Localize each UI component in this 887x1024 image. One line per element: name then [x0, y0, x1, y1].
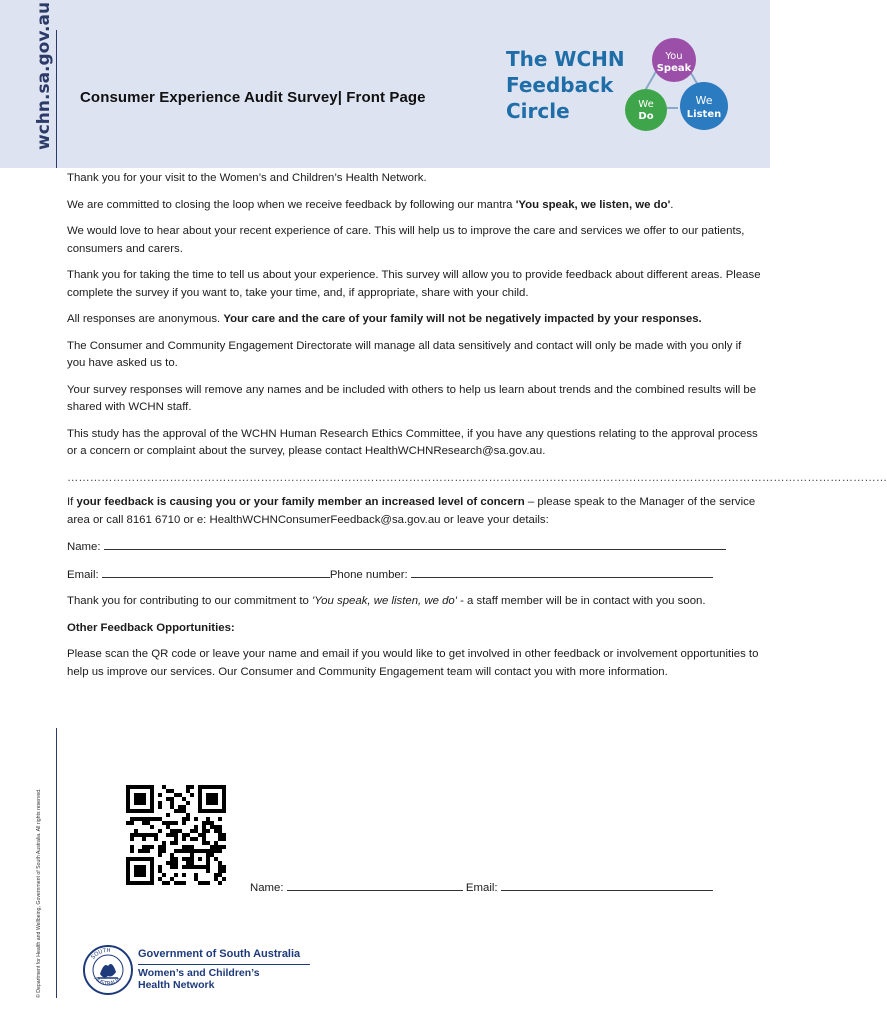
intro-paragraph-3: We would love to hear about your recent experience of care. This will help us to improve the care and services we offer to our patients, consumers and carers.	[67, 225, 745, 255]
p10-rest: - a staff member will be in contact with you soon.	[456, 595, 706, 607]
email-input-line[interactable]	[102, 566, 330, 578]
bottom-email-input-line[interactable]	[501, 879, 713, 891]
intro-paragraph-8: This study has the approval of the WCHN Human Research Ethics Committee, if you have any questions relating to the approval process or a concern or complaint about the survey, please contact HealthWCHNResearch@sa.gov.au.	[67, 427, 758, 457]
mantra-bold: 'You speak, we listen, we do'	[515, 198, 671, 211]
side-url	[24, 1, 64, 154]
thanks-paragraph	[67, 593, 761, 611]
email-phone-row	[67, 566, 761, 585]
phone-input-line[interactable]	[411, 566, 713, 578]
name-label: Name:	[67, 541, 101, 553]
side-url-text: wchn.sa.gov.au	[34, 1, 54, 150]
qr-code[interactable]	[124, 785, 228, 885]
government-rule	[138, 964, 310, 965]
network-line-2: Health Network	[138, 979, 215, 991]
feedback-circle-icon	[618, 38, 730, 138]
intro-paragraph-2	[67, 197, 761, 215]
p2-text: We are committed to closing the loop when we receive feedback by following our mantra	[67, 198, 516, 211]
header-band	[0, 0, 770, 168]
bottom-fields	[250, 879, 713, 894]
government-logo	[82, 944, 322, 996]
p9-rest: – please speak to the Manager of the service area or call 8161 6710 or e: HealthWCHNConsumerFeedback@sa.gov.au or leave your details:	[67, 496, 756, 526]
government-name: Government of South Australia	[138, 948, 301, 960]
logo-line-3: Circle	[506, 99, 570, 123]
circle-do: Do	[638, 111, 654, 122]
intro-paragraph-7: Your survey responses will remove any names and be included with others to help us learn about trends and the combined results will be shared with WCHN staff.	[67, 383, 757, 413]
side-rule	[56, 30, 57, 168]
bottom-email-label: Email:	[465, 882, 498, 894]
bottom-name-label: Name:	[250, 882, 284, 894]
copyright-notice	[30, 730, 44, 1000]
name-field-row	[67, 538, 761, 557]
footer-rule	[56, 728, 57, 998]
intro-paragraph-1: Thank you for your visit to the Women’s and Children’s Health Network.	[67, 172, 427, 184]
network-name	[138, 967, 260, 991]
p9-bold: your feedback is causing you or your family member an increased level of concern	[76, 496, 525, 508]
feedback-circle-logo-text	[506, 46, 625, 124]
circle-you: You	[665, 51, 683, 62]
svg-text:AUSTRALIA: AUSTRALIA	[92, 975, 123, 988]
network-line-1: Women’s and Children’s	[138, 967, 260, 979]
survey-intro-content	[67, 170, 887, 690]
p9-text: If	[67, 496, 77, 508]
bottom-name-input-line[interactable]	[287, 879, 463, 891]
circle-we-do-1: We	[638, 99, 654, 110]
p2-end: .	[670, 198, 674, 211]
intro-paragraph-5	[67, 311, 761, 329]
p5-bold: Your care and the care of your family will not be negatively impacted by your responses.	[223, 313, 702, 325]
sa-crest-icon	[82, 944, 134, 996]
circle-speak: Speak	[656, 63, 692, 74]
copyright-text: © Department for Health and Wellbeing, Government of South Australia. All rights reserved.	[36, 788, 42, 998]
email-label: Email:	[67, 568, 99, 581]
phone-label: Phone number:	[329, 568, 408, 581]
p10-text: Thank you for contributing to our commitment to	[67, 595, 313, 607]
logo-line-2: Feedback	[506, 73, 614, 97]
p10-italic: 'You speak, we listen, we do'	[312, 595, 457, 607]
other-feedback-heading: Other Feedback Opportunities:	[67, 621, 235, 634]
logo-line-1: The WCHN	[506, 47, 625, 71]
intro-paragraph-4: Thank you for taking the time to tell us about your experience. This survey will allow you to provide feedback about different areas. Please complete the survey if you want to, take your time, and, if appropriate, share with your child.	[67, 269, 761, 299]
page-title: Consumer Experience Audit Survey| Front Page	[80, 89, 426, 106]
intro-paragraph-6: The Consumer and Community Engagement Directorate will manage all data sensitively and contact will only be made with you only if you have asked us to.	[67, 339, 742, 369]
circle-listen: Listen	[686, 109, 722, 120]
concern-paragraph	[67, 494, 761, 529]
p5-text: All responses are anonymous.	[67, 313, 224, 325]
svg-text:SOUTH: SOUTH	[90, 947, 111, 961]
circle-we-listen-1: We	[695, 94, 713, 107]
name-input-line[interactable]	[104, 538, 726, 550]
dotted-separator: ………………………………………………………………………………………………………………………………………………………………………………………………	[67, 471, 887, 484]
qr-paragraph: Please scan the QR code or leave your name and email if you would like to get involved in other feedback or involvement opportunities to help us improve our services. Our Consumer and Community Engagement team will contact you with more information.	[67, 648, 759, 678]
